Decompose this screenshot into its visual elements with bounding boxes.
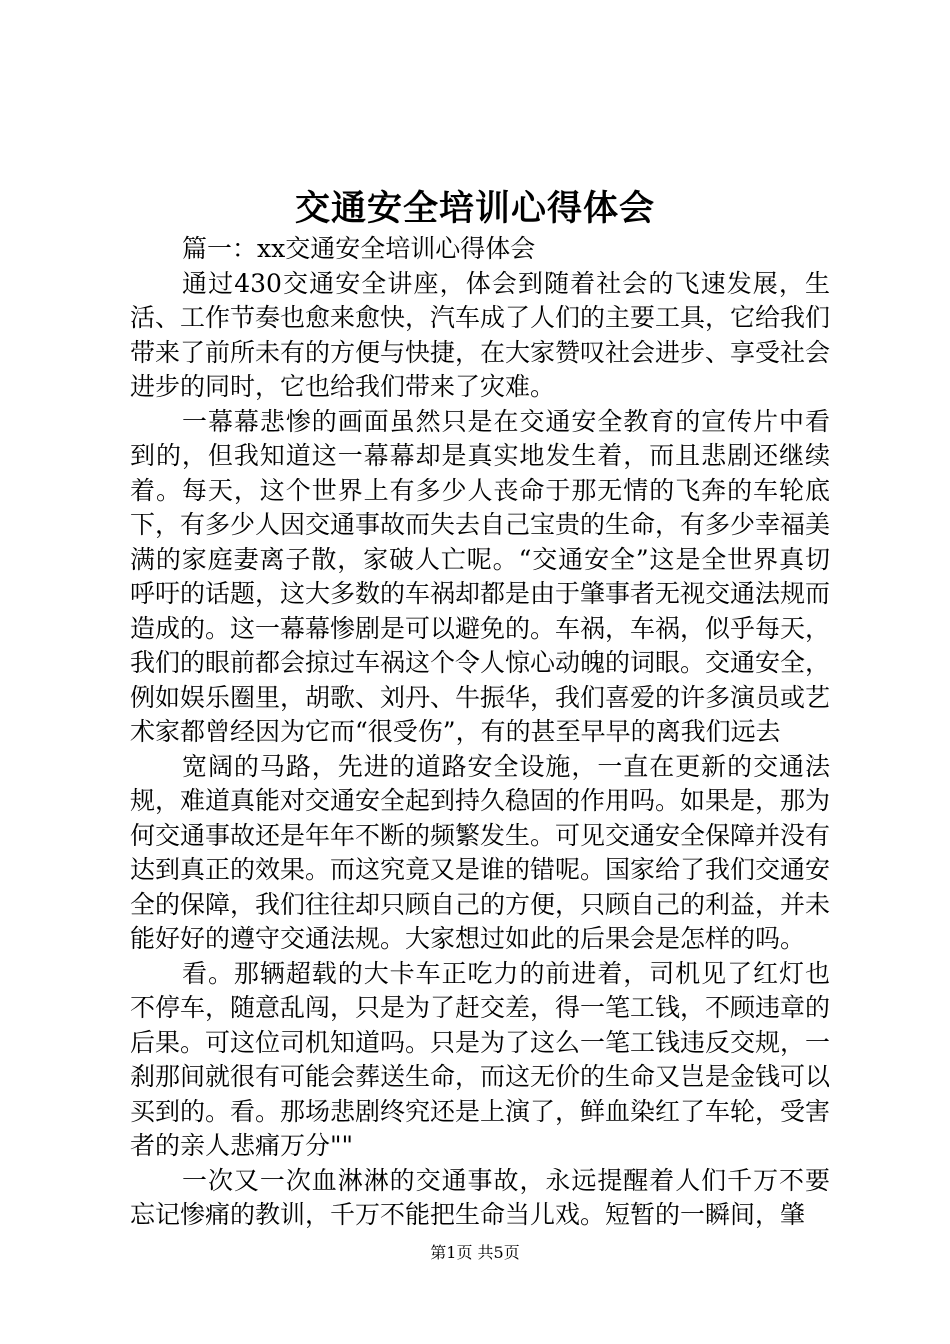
document-body bbox=[130, 232, 830, 1233]
paragraph: 一次又一次血淋淋的交通事故，永远提醒着人们千万不要忘记惨痛的教训，千万不能把生命当儿戏。短暂的一瞬间，肇 bbox=[130, 1165, 830, 1229]
page-number-footer: 第1页 共5页 bbox=[430, 1243, 520, 1262]
paragraph: 看。那辆超载的大卡车正吃力的前进着，司机见了红灯也不停车，随意乱闯，只是为了赶交差，得一笔工钱，不顾违章的后果。可这位司机知道吗。只是为了这么一笔工钱违反交规，一刹那间就很有可能会葬送生命，而这无价的生命又岂是金钱可以买到的。看。那场悲剧终究还是上演了，鲜血染红了车轮，受害者的亲人悲痛万分"" bbox=[130, 958, 831, 1160]
paragraph: 一幕幕悲惨的画面虽然只是在交通安全教育的宣传片中看到的，但我知道这一幕幕却是真实地发生着，而且悲剧还继续着。每天，这个世界上有多少人丧命于那无情的飞奔的车轮底下，有多少人因交通事故而失去自己宝贵的生命，有多少幸福美满的家庭妻离子散，家破人亡呢。“交通安全”这是全世界真切呼吁的话题，这大多数的车祸却都是由于肇事者无视交通法规而造成的。这一幕幕惨剧是可以避免的。车祸，车祸，似乎每天，我们的眼前都会掠过车祸这个令人惊心动魄的词眼。交通安全，例如娱乐圈里，胡歌、刘丹、牛振华，我们喜爱的许多演员或艺术家都曾经因为它而“很受伤”，有的甚至早早的离我们远去 bbox=[130, 406, 831, 746]
document-title: 交通安全培训心得体会 bbox=[294, 188, 655, 229]
paragraph: 宽阔的马路，先进的道路安全设施，一直在更新的交通法规，难道真能对交通安全起到持久稳固的作用吗。如果是，那为何交通事故还是年年不断的频繁发生。可见交通安全保障并没有达到真正的效果。而这究竟又是谁的错呢。国家给了我们交通安全的保障，我们往往却只顾自己的方便，只顾自己的利益，并未能好好的遵守交通法规。大家想过如此的后果会是怎样的吗。 bbox=[130, 751, 831, 953]
paragraph: 通过430交通安全讲座，体会到随着社会的飞速发展，生活、工作节奏也愈来愈快，汽车成了人们的主要工具，它给我们带来了前所未有的方便与快捷，在大家赞叹社会进步、享受社会进步的同时，它也给我们带来了灾难。 bbox=[130, 268, 831, 401]
paragraph-section-heading: 篇一：xx交通安全培训心得体会 bbox=[182, 234, 536, 263]
